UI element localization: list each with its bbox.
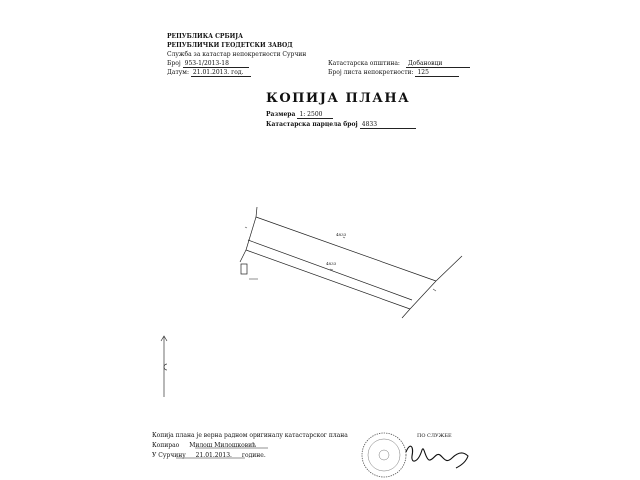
boundary-marker-box — [241, 264, 247, 274]
broj-value: 953-1/2013-18 — [183, 61, 249, 68]
neighbour-line-right — [436, 256, 462, 281]
kopirao-value: Милош Милошковић — [189, 442, 257, 449]
signature — [406, 446, 468, 468]
datum-label: Датум: — [167, 69, 189, 76]
right-tick — [433, 289, 436, 291]
footer-certification: Копија плана је верна радном оригиналу катастарског плана — [152, 432, 348, 439]
parcel-boundary-bottom — [246, 250, 410, 309]
datum-value: 21.01.2013. год. — [191, 70, 251, 77]
left-edge-line — [240, 250, 246, 262]
u-label: У — [152, 452, 157, 459]
left-tick — [245, 227, 247, 228]
parcel-boundary-middle — [248, 240, 412, 300]
parcel-label-lower: 4833 — [326, 261, 337, 266]
header-republic: РЕПУБЛИКА СРБИЈА — [167, 33, 243, 40]
parcela-label: Катастарска парцела број — [266, 121, 358, 128]
parcel-boundary-top — [256, 217, 436, 281]
list-value: 125 — [415, 70, 459, 77]
opstina-value: Добановци — [406, 61, 470, 68]
parcel-tick-upper — [343, 237, 345, 238]
opstina-label: Катастарска општина: — [328, 60, 400, 67]
parcela-value: 4833 — [360, 122, 416, 129]
document-title: КОПИЈА ПЛАНА — [266, 91, 411, 106]
footer-kopirao — [152, 443, 256, 449]
razmera-value: 1: 2500 — [297, 112, 333, 119]
sluzba-label: ПО СЛУЖБЕ — [417, 433, 452, 439]
kopirao-label: Копирао — [152, 442, 180, 449]
list-label: Број листа непокретности: — [328, 69, 414, 76]
razmera-label: Размера — [266, 111, 296, 118]
parcel-boundary-right — [410, 281, 436, 309]
footer-place-date — [152, 453, 266, 459]
parcel-boundary-left — [246, 217, 256, 250]
place-value: Сурчину — [158, 452, 186, 459]
neighbour-line-top — [256, 207, 257, 217]
date-value: 21.01.2013. — [195, 452, 232, 459]
header-service: Служба за катастар непокретности Сурчин — [167, 51, 307, 58]
official-stamp — [362, 433, 406, 477]
north-arrow-letter — [164, 364, 167, 370]
neighbour-line-bottom — [402, 309, 410, 318]
parcel-label-upper: 4833 — [336, 232, 347, 237]
broj-label: Број — [167, 60, 181, 67]
header-institute: РЕПУБЛИЧКИ ГЕОДЕТСКИ ЗАВОД — [167, 42, 293, 49]
godine-label: године. — [241, 452, 266, 459]
